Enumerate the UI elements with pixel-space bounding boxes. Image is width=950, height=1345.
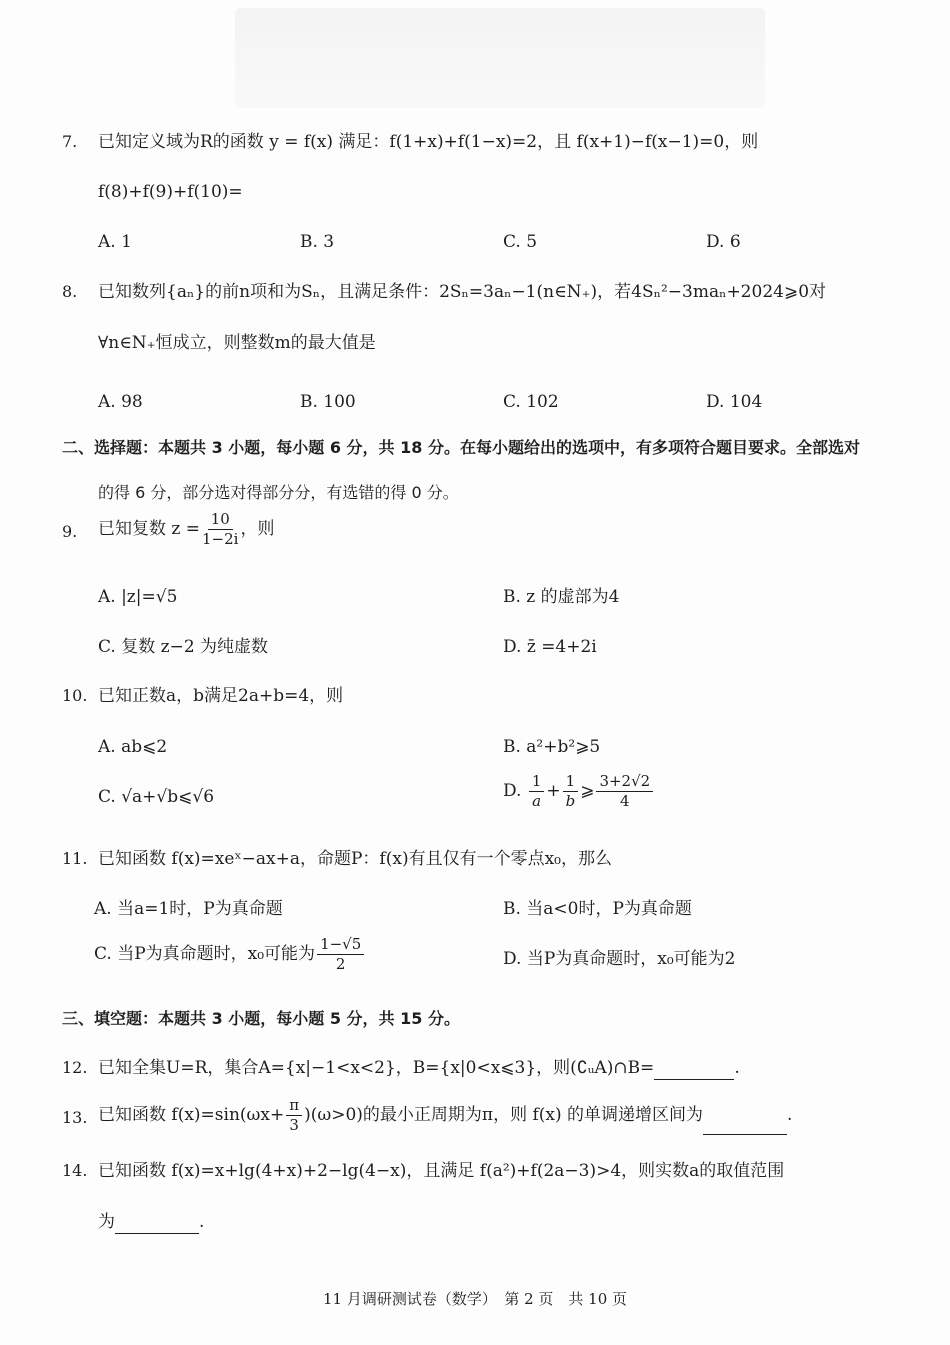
section3-heading: 三、填空题：本题共 3 小题，每小题 5 分，共 15 分。 xyxy=(62,1009,460,1028)
q9-frac-den: 1−2i xyxy=(202,530,239,548)
q10-optd-label: D. xyxy=(503,781,522,801)
q10-optd-frac1 xyxy=(529,772,545,811)
q9-number: 9. xyxy=(62,522,78,541)
q13-frac-den: 3 xyxy=(289,1116,299,1134)
q7-stem-line2: f(8)+f(9)+f(10)= xyxy=(98,182,243,202)
q8-option-d: D. 104 xyxy=(706,392,763,412)
q8-option-a: A. 98 xyxy=(98,392,143,412)
q10-option-a: A. ab⩽2 xyxy=(98,737,168,757)
q8-number: 8. xyxy=(62,282,78,301)
q7-option-c: C. 5 xyxy=(503,232,538,252)
q9-option-c: C. 复数 z−2 为纯虚数 xyxy=(98,637,269,657)
q14-end: . xyxy=(199,1212,205,1232)
q13-stem xyxy=(98,1096,792,1135)
q14-line2-prefix: 为 xyxy=(98,1212,115,1232)
q13-frac-num: π xyxy=(286,1096,302,1116)
q11-optc-frac-num: 1−√5 xyxy=(317,935,364,955)
q7-number: 7. xyxy=(62,132,78,151)
q10-optd-frac2 xyxy=(563,772,579,811)
q10-optd-frac2-num: 1 xyxy=(563,772,579,792)
q14-answer-blank[interactable] xyxy=(115,1215,199,1234)
q13-stem-suffix: )(ω>0)的最小正周期为π，则 f(x) 的单调递增区间为 xyxy=(304,1105,704,1125)
q10-option-b: B. a²+b²⩾5 xyxy=(503,737,601,757)
q13-answer-blank[interactable] xyxy=(703,1116,787,1135)
section2-heading: 二、选择题：本题共 3 小题，每小题 6 分，共 18 分。在每小题给出的选项中，有多项符合题目要求。全部选对 xyxy=(62,438,860,457)
q14-stem-line1: 已知函数 f(x)=x+lg(4+x)+2−lg(4−x)，且满足 f(a²)+f(2a−3)>4，则实数a的取值范围 xyxy=(98,1161,785,1181)
q9-stem-suffix: ，则 xyxy=(240,519,275,539)
q9-fraction xyxy=(202,510,238,549)
q7-option-b: B. 3 xyxy=(300,232,335,252)
q10-optd-frac1-num: 1 xyxy=(529,772,545,792)
q14-number: 14. xyxy=(62,1161,88,1180)
q10-optd-frac3 xyxy=(596,772,653,811)
q9-option-b: B. z 的虚部为4 xyxy=(503,587,620,607)
q13-stem-prefix: 已知函数 f(x)=sin(ωx+ xyxy=(98,1105,285,1125)
q13-number: 13. xyxy=(62,1108,88,1127)
q10-stem: 已知正数a，b满足2a+b=4，则 xyxy=(98,686,344,706)
q12-stem-text: 已知全集U=R，集合A={x|−1<x<2}，B={x|0<x⩽3}，则(∁ᵤA)∩B= xyxy=(98,1058,655,1078)
q10-optd-frac2-den: b xyxy=(565,792,576,810)
q8-stem-line1: 已知数列{aₙ}的前n项和为Sₙ，且满足条件：2Sₙ=3aₙ−1(n∈N₊)，若4Sₙ²−3maₙ+2024⩾0对 xyxy=(98,282,827,302)
q10-option-c: C. √a+√b⩽√6 xyxy=(98,787,215,807)
q8-option-b: B. 100 xyxy=(300,392,356,412)
q12-number: 12. xyxy=(62,1058,88,1077)
q10-number: 10. xyxy=(62,686,88,705)
q11-optc-text: C. 当P为真命题时，x₀可能为 xyxy=(94,944,316,964)
q14-stem-line2 xyxy=(98,1210,204,1234)
q9-stem xyxy=(98,510,274,549)
q7-stem-line1: 已知定义域为R的函数 y = f(x) 满足：f(1+x)+f(1−x)=2，且 f(x+1)−f(x−1)=0，则 xyxy=(98,132,759,152)
q10-optd-plus: + xyxy=(546,781,561,801)
q11-option-b: B. 当a<0时，P为真命题 xyxy=(503,899,692,919)
q11-optc-frac-den: 2 xyxy=(335,955,346,973)
q8-stem-line2: ∀n∈N₊恒成立，则整数m的最大值是 xyxy=(98,333,376,353)
section2-heading-cont: 的得 6 分，部分选对得部分分，有选错的得 0 分。 xyxy=(98,483,459,502)
q11-option-a: A. 当a=1时，P为真命题 xyxy=(94,899,283,919)
page-footer: 11 月调研测试卷（数学） 第 2 页 共 10 页 xyxy=(322,1290,628,1308)
q8-option-c: C. 102 xyxy=(503,392,559,412)
q13-fraction xyxy=(286,1096,302,1135)
q12-stem xyxy=(98,1056,740,1080)
q11-number: 11. xyxy=(62,849,88,868)
q9-option-a: A. |z|=√5 xyxy=(98,587,178,607)
q9-stem-prefix: 已知复数 z = xyxy=(98,519,201,539)
q9-frac-num: 10 xyxy=(208,510,233,530)
q11-option-d: D. 当P为真命题时，x₀可能为2 xyxy=(503,949,736,969)
scan-artifact xyxy=(235,8,765,108)
q12-answer-blank[interactable] xyxy=(654,1061,734,1080)
q10-option-d xyxy=(503,772,655,811)
q10-optd-frac3-num: 3+2√2 xyxy=(596,772,653,792)
q10-optd-frac1-den: a xyxy=(532,792,542,810)
q11-optc-frac xyxy=(317,935,364,974)
q13-end: . xyxy=(787,1105,793,1125)
q9-option-d: D. z̄ =4+2i xyxy=(503,637,597,657)
q12-end: . xyxy=(734,1058,740,1078)
q7-option-d: D. 6 xyxy=(706,232,741,252)
q10-optd-ge: ⩾ xyxy=(580,781,595,801)
q11-stem: 已知函数 f(x)=xeˣ−ax+a，命题P：f(x)有且仅有一个零点x₀，那么 xyxy=(98,849,612,869)
q11-option-c xyxy=(94,935,366,974)
q10-optd-frac3-den: 4 xyxy=(620,792,630,810)
q7-option-a: A. 1 xyxy=(98,232,132,252)
